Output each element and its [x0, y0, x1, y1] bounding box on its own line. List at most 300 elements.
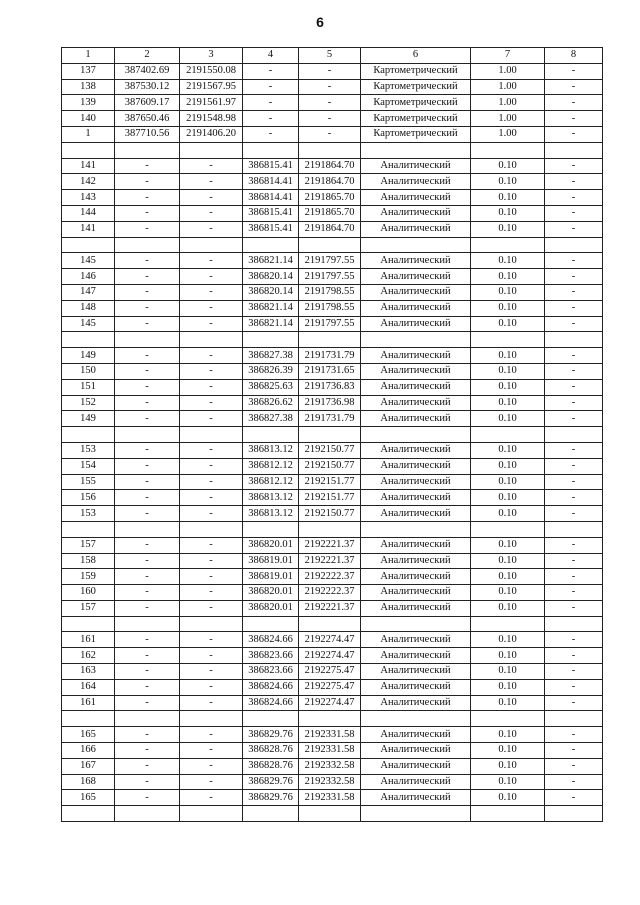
table-cell: 386814.41	[243, 174, 299, 190]
table-cell: Аналитический	[361, 490, 471, 506]
table-cell: 386827.38	[243, 348, 299, 364]
table-cell: -	[115, 363, 180, 379]
table-cell: 0.10	[471, 695, 545, 711]
table-cell: 0.10	[471, 442, 545, 458]
table-row	[62, 758, 603, 774]
table-cell: 150	[62, 363, 115, 379]
empty-cell	[471, 237, 545, 253]
table-cell: -	[115, 664, 180, 680]
table-row	[62, 221, 603, 237]
table-cell: Картометрический	[361, 79, 471, 95]
table-cell: -	[180, 253, 243, 269]
table-cell: 145	[62, 253, 115, 269]
table-cell: 386829.76	[243, 727, 299, 743]
table-cell: Аналитический	[361, 174, 471, 190]
table-cell: 2191798.55	[299, 300, 361, 316]
empty-cell	[243, 237, 299, 253]
table-cell: -	[545, 379, 603, 395]
empty-cell	[299, 237, 361, 253]
table-row	[62, 253, 603, 269]
table-cell: 2192331.58	[299, 743, 361, 759]
empty-cell	[361, 427, 471, 443]
table-cell: -	[115, 774, 180, 790]
table-cell: 2191865.70	[299, 190, 361, 206]
table-cell: -	[115, 253, 180, 269]
table-cell: -	[180, 442, 243, 458]
table-cell: -	[180, 695, 243, 711]
table-cell: Аналитический	[361, 679, 471, 695]
empty-cell	[361, 332, 471, 348]
table-cell: -	[545, 348, 603, 364]
table-cell: 386820.14	[243, 269, 299, 285]
empty-cell	[545, 142, 603, 158]
table-row	[62, 363, 603, 379]
table-cell: 2192221.37	[299, 600, 361, 616]
table-cell: 0.10	[471, 379, 545, 395]
empty-cell	[299, 142, 361, 158]
table-cell: 142	[62, 174, 115, 190]
table-cell: Аналитический	[361, 758, 471, 774]
table-cell: -	[180, 458, 243, 474]
table-cell: 387710.56	[115, 126, 180, 142]
table-cell: -	[180, 743, 243, 759]
table-row	[62, 664, 603, 680]
table-cell: -	[545, 695, 603, 711]
empty-cell	[180, 237, 243, 253]
table-cell: 0.10	[471, 600, 545, 616]
table-cell: 2191736.83	[299, 379, 361, 395]
table-cell: -	[115, 585, 180, 601]
table-cell: -	[180, 585, 243, 601]
table-cell: 386820.14	[243, 284, 299, 300]
table-cell: 386829.76	[243, 774, 299, 790]
table-cell: -	[545, 585, 603, 601]
empty-cell	[361, 521, 471, 537]
table-cell: 162	[62, 648, 115, 664]
table-cell: Аналитический	[361, 632, 471, 648]
table-cell: 2191406.20	[180, 126, 243, 142]
table-cell: -	[115, 458, 180, 474]
table-cell: -	[180, 553, 243, 569]
table-cell: 1	[62, 126, 115, 142]
table-cell: -	[115, 569, 180, 585]
table-cell: 140	[62, 111, 115, 127]
table-cell: 167	[62, 758, 115, 774]
table-cell: 2192331.58	[299, 790, 361, 806]
table-row	[62, 284, 603, 300]
table-cell: 386821.14	[243, 300, 299, 316]
table-cell: 0.10	[471, 569, 545, 585]
table-cell: -	[243, 126, 299, 142]
table-cell: 2191550.08	[180, 63, 243, 79]
table-cell: 0.10	[471, 585, 545, 601]
table-cell: 2192275.47	[299, 664, 361, 680]
table-cell: 0.10	[471, 363, 545, 379]
table-cell: -	[115, 727, 180, 743]
table-cell: 164	[62, 679, 115, 695]
empty-cell	[180, 332, 243, 348]
empty-cell	[299, 806, 361, 822]
table-cell: 149	[62, 411, 115, 427]
table-cell: -	[115, 379, 180, 395]
table-cell: 165	[62, 727, 115, 743]
table-cell: 161	[62, 695, 115, 711]
table-row	[62, 269, 603, 285]
table-cell: -	[545, 490, 603, 506]
separator-row	[62, 711, 603, 727]
table-cell: 2191548.98	[180, 111, 243, 127]
table-cell: -	[180, 269, 243, 285]
table-cell: 141	[62, 158, 115, 174]
table-cell: 386815.41	[243, 221, 299, 237]
table-cell: 387650.46	[115, 111, 180, 127]
page-number: 6	[316, 14, 324, 30]
column-header-3: 3	[180, 48, 243, 64]
table-cell: -	[180, 316, 243, 332]
table-cell: Аналитический	[361, 585, 471, 601]
table-row	[62, 63, 603, 79]
empty-cell	[180, 427, 243, 443]
table-row	[62, 300, 603, 316]
table-cell: 2192151.77	[299, 474, 361, 490]
table-cell: 386814.41	[243, 190, 299, 206]
table-cell: -	[243, 63, 299, 79]
table-row	[62, 95, 603, 111]
table-cell: -	[545, 126, 603, 142]
table-cell: 386819.01	[243, 553, 299, 569]
table-row	[62, 79, 603, 95]
table-cell: Аналитический	[361, 379, 471, 395]
separator-row	[62, 806, 603, 822]
table-cell: -	[545, 442, 603, 458]
table-cell: -	[180, 774, 243, 790]
table-cell: -	[115, 537, 180, 553]
table-cell: 2192274.47	[299, 695, 361, 711]
table-cell: Аналитический	[361, 664, 471, 680]
table-cell: 0.10	[471, 158, 545, 174]
table-row	[62, 727, 603, 743]
empty-cell	[361, 142, 471, 158]
table-cell: -	[115, 695, 180, 711]
table-cell: 163	[62, 664, 115, 680]
table-cell: 154	[62, 458, 115, 474]
table-row	[62, 648, 603, 664]
column-header-7: 7	[471, 48, 545, 64]
table-cell: 386824.66	[243, 695, 299, 711]
table-cell: 139	[62, 95, 115, 111]
table-cell: -	[545, 158, 603, 174]
table-cell: 0.10	[471, 774, 545, 790]
table-cell: 166	[62, 743, 115, 759]
table-row	[62, 126, 603, 142]
table-cell: -	[180, 221, 243, 237]
column-header-8: 8	[545, 48, 603, 64]
table-cell: 141	[62, 221, 115, 237]
table-cell: Аналитический	[361, 158, 471, 174]
table-cell: 155	[62, 474, 115, 490]
table-cell: Картометрический	[361, 95, 471, 111]
table-cell: 146	[62, 269, 115, 285]
separator-row	[62, 616, 603, 632]
table-cell: Аналитический	[361, 506, 471, 522]
empty-cell	[299, 427, 361, 443]
table-cell: Аналитический	[361, 648, 471, 664]
table-cell: 0.10	[471, 743, 545, 759]
table-row	[62, 632, 603, 648]
table-cell: 2191797.55	[299, 269, 361, 285]
table-cell: 387609.17	[115, 95, 180, 111]
table-cell: -	[299, 79, 361, 95]
table-cell: 386824.66	[243, 632, 299, 648]
table-row	[62, 395, 603, 411]
empty-cell	[115, 616, 180, 632]
table-cell: -	[545, 537, 603, 553]
table-cell: -	[115, 679, 180, 695]
table-cell: 386826.62	[243, 395, 299, 411]
table-cell: -	[180, 569, 243, 585]
separator-row	[62, 521, 603, 537]
empty-cell	[243, 711, 299, 727]
table-cell: -	[115, 348, 180, 364]
table-cell: Аналитический	[361, 553, 471, 569]
table-cell: -	[115, 600, 180, 616]
empty-cell	[299, 332, 361, 348]
empty-cell	[180, 806, 243, 822]
table-cell: 0.10	[471, 790, 545, 806]
table-row	[62, 190, 603, 206]
table-cell: -	[545, 284, 603, 300]
table-cell: -	[545, 664, 603, 680]
table-cell: 138	[62, 79, 115, 95]
table-cell: -	[545, 600, 603, 616]
empty-cell	[115, 711, 180, 727]
table-cell: 151	[62, 379, 115, 395]
table-cell: -	[180, 506, 243, 522]
empty-cell	[471, 142, 545, 158]
table-cell: 2192275.47	[299, 679, 361, 695]
table-cell: 2191798.55	[299, 284, 361, 300]
table-cell: Аналитический	[361, 458, 471, 474]
table-cell: 0.10	[471, 284, 545, 300]
separator-row	[62, 427, 603, 443]
table-cell: -	[299, 63, 361, 79]
table-row	[62, 553, 603, 569]
table-cell: 0.10	[471, 316, 545, 332]
table-cell: -	[180, 537, 243, 553]
table-cell: -	[115, 174, 180, 190]
table-cell: -	[545, 474, 603, 490]
table-cell: 2191736.98	[299, 395, 361, 411]
table-cell: 159	[62, 569, 115, 585]
table-cell: 2191864.70	[299, 158, 361, 174]
table-cell: -	[545, 253, 603, 269]
table-row	[62, 585, 603, 601]
table-cell: Аналитический	[361, 727, 471, 743]
table-cell: -	[180, 205, 243, 221]
table-row	[62, 743, 603, 759]
table-cell: Аналитический	[361, 363, 471, 379]
table-cell: -	[243, 95, 299, 111]
table-cell: 1.00	[471, 63, 545, 79]
table-cell: Аналитический	[361, 695, 471, 711]
table-cell: -	[299, 126, 361, 142]
table-cell: -	[299, 111, 361, 127]
table-cell: -	[299, 95, 361, 111]
table-cell: 386820.01	[243, 600, 299, 616]
table-row	[62, 379, 603, 395]
table-cell: -	[180, 632, 243, 648]
table-cell: Аналитический	[361, 790, 471, 806]
table-cell: -	[180, 395, 243, 411]
table-cell: -	[115, 474, 180, 490]
table-cell: -	[180, 648, 243, 664]
table-cell: 0.10	[471, 174, 545, 190]
table-cell: -	[115, 553, 180, 569]
table-header-row	[62, 48, 603, 64]
table-cell: -	[115, 300, 180, 316]
table-cell: -	[180, 664, 243, 680]
table-cell: -	[545, 758, 603, 774]
table-cell: -	[180, 727, 243, 743]
table-cell: -	[115, 648, 180, 664]
separator-row	[62, 237, 603, 253]
empty-cell	[243, 427, 299, 443]
empty-cell	[361, 711, 471, 727]
empty-cell	[471, 711, 545, 727]
table-row	[62, 411, 603, 427]
table-cell: 0.10	[471, 348, 545, 364]
table-cell: -	[180, 490, 243, 506]
table-cell: Аналитический	[361, 284, 471, 300]
table-cell: 149	[62, 348, 115, 364]
table-cell: Аналитический	[361, 743, 471, 759]
table-cell: Аналитический	[361, 774, 471, 790]
empty-cell	[62, 806, 115, 822]
empty-cell	[361, 237, 471, 253]
table-cell: Картометрический	[361, 126, 471, 142]
table-cell: -	[545, 790, 603, 806]
column-header-5: 5	[299, 48, 361, 64]
table-row	[62, 537, 603, 553]
table-cell: -	[545, 316, 603, 332]
table-cell: 386828.76	[243, 758, 299, 774]
table-cell: 2192222.37	[299, 569, 361, 585]
empty-cell	[62, 237, 115, 253]
table-cell: -	[115, 395, 180, 411]
table-cell: -	[115, 506, 180, 522]
table-row	[62, 790, 603, 806]
table-cell: 145	[62, 316, 115, 332]
table-cell: -	[115, 743, 180, 759]
table-cell: 2192332.58	[299, 758, 361, 774]
table-cell: 386820.01	[243, 537, 299, 553]
table-row	[62, 111, 603, 127]
table-row	[62, 679, 603, 695]
empty-cell	[361, 806, 471, 822]
table-cell: 2191731.79	[299, 411, 361, 427]
empty-cell	[471, 332, 545, 348]
empty-cell	[299, 616, 361, 632]
table-cell: 2192150.77	[299, 442, 361, 458]
empty-cell	[299, 711, 361, 727]
table-cell: 2191864.70	[299, 174, 361, 190]
table-cell: 2192274.47	[299, 632, 361, 648]
table-cell: 156	[62, 490, 115, 506]
table-row	[62, 458, 603, 474]
table-cell: 0.10	[471, 458, 545, 474]
table-cell: -	[115, 221, 180, 237]
table-cell: 387402.69	[115, 63, 180, 79]
empty-cell	[180, 142, 243, 158]
empty-cell	[545, 332, 603, 348]
table-cell: 137	[62, 63, 115, 79]
table-cell: 387530.12	[115, 79, 180, 95]
table-cell: Аналитический	[361, 442, 471, 458]
table-cell: -	[180, 348, 243, 364]
table-cell: -	[545, 79, 603, 95]
table-cell: Аналитический	[361, 411, 471, 427]
table-cell: -	[180, 174, 243, 190]
table-cell: 2191731.65	[299, 363, 361, 379]
table-cell: 386823.66	[243, 648, 299, 664]
table-cell: 2192151.77	[299, 490, 361, 506]
table-cell: -	[180, 600, 243, 616]
table-cell: -	[545, 269, 603, 285]
table-cell: 2191561.97	[180, 95, 243, 111]
table-cell: 152	[62, 395, 115, 411]
table-cell: -	[545, 63, 603, 79]
table-cell: -	[115, 758, 180, 774]
table-cell: 386819.01	[243, 569, 299, 585]
empty-cell	[299, 521, 361, 537]
table-cell: -	[180, 363, 243, 379]
table-cell: 2192332.58	[299, 774, 361, 790]
table-cell: 2191865.70	[299, 205, 361, 221]
empty-cell	[471, 427, 545, 443]
table-cell: 386813.12	[243, 506, 299, 522]
table-cell: -	[115, 269, 180, 285]
table-cell: 0.10	[471, 395, 545, 411]
table-cell: 386821.14	[243, 316, 299, 332]
table-cell: 1.00	[471, 79, 545, 95]
table-row	[62, 442, 603, 458]
table-cell: -	[545, 221, 603, 237]
empty-cell	[471, 521, 545, 537]
table-cell: 0.10	[471, 300, 545, 316]
table-cell: 2192221.37	[299, 537, 361, 553]
table-row	[62, 348, 603, 364]
table-cell: 1.00	[471, 111, 545, 127]
table-cell: 0.10	[471, 648, 545, 664]
table-cell: -	[180, 158, 243, 174]
table-cell: -	[180, 790, 243, 806]
table-cell: Аналитический	[361, 205, 471, 221]
empty-cell	[115, 806, 180, 822]
table-cell: 386828.76	[243, 743, 299, 759]
table-cell: 386813.12	[243, 490, 299, 506]
table-cell: -	[545, 111, 603, 127]
empty-cell	[115, 332, 180, 348]
table-cell: 2192331.58	[299, 727, 361, 743]
table-cell: 0.10	[471, 537, 545, 553]
table-cell: Аналитический	[361, 395, 471, 411]
separator-row	[62, 332, 603, 348]
table-cell: 2192221.37	[299, 553, 361, 569]
table-cell: -	[243, 111, 299, 127]
table-cell: -	[545, 174, 603, 190]
table-cell: -	[180, 284, 243, 300]
table-cell: 386812.12	[243, 474, 299, 490]
